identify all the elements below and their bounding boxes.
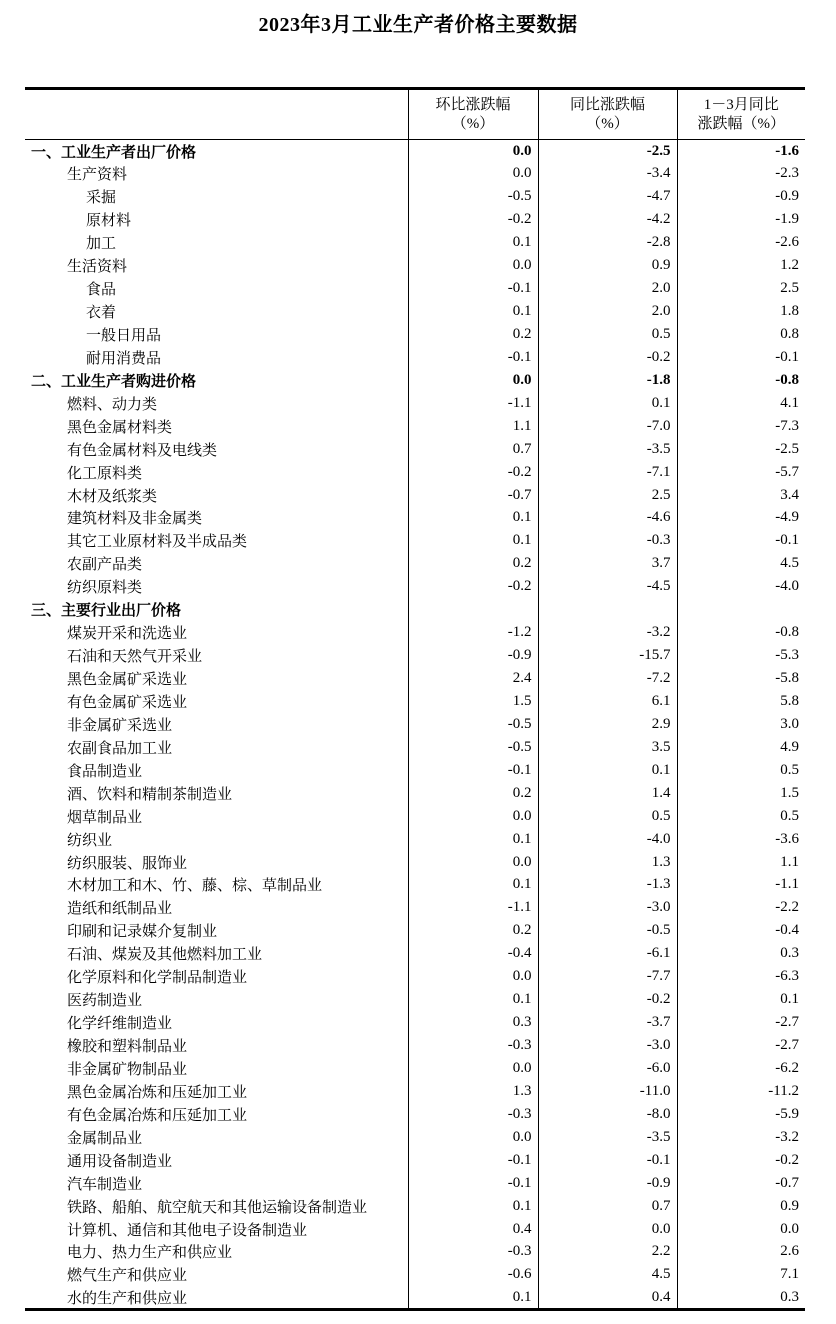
row-label: 水的生产和供应业 (67, 1290, 188, 1307)
header-ytd-line1: 1－3月同比 (703, 96, 779, 113)
table-row (25, 1241, 805, 1264)
row-value: -0.3 (408, 1034, 538, 1057)
row-value: 0.7 (408, 438, 538, 461)
row-label: 纺织业 (67, 832, 113, 849)
row-label: 煤炭开采和洗选业 (67, 626, 188, 643)
row-label: 石油和天然气开采业 (67, 649, 203, 666)
row-label: 印刷和记录媒介复制业 (67, 924, 218, 941)
table-row (25, 621, 805, 644)
row-value: -2.5 (677, 438, 805, 461)
table-row (25, 140, 805, 163)
row-value: -1.3 (538, 874, 677, 897)
row-value: 2.5 (677, 277, 805, 300)
row-label: 黑色金属材料类 (67, 419, 173, 436)
table-row (25, 438, 805, 461)
row-value: -0.2 (538, 346, 677, 369)
row-value: -3.5 (538, 1126, 677, 1149)
table-row (25, 942, 805, 965)
row-value: -0.9 (677, 185, 805, 208)
row-value: 0.0 (538, 1218, 677, 1241)
row-value: -7.7 (538, 965, 677, 988)
row-value: 1.2 (677, 254, 805, 277)
row-label: 木材加工和木、竹、藤、棕、草制品业 (67, 878, 323, 895)
row-value: -6.1 (538, 942, 677, 965)
row-value: -0.3 (538, 529, 677, 552)
row-value: 0.5 (677, 805, 805, 828)
row-value: -3.5 (538, 438, 677, 461)
table-body (25, 140, 805, 1310)
row-value: -0.5 (408, 713, 538, 736)
row-value: -4.2 (538, 208, 677, 231)
table-row (25, 828, 805, 851)
row-value: 2.4 (408, 667, 538, 690)
table-row (25, 323, 805, 346)
row-label: 建筑材料及非金属类 (67, 511, 203, 528)
table-row (25, 919, 805, 942)
row-value: -1.9 (677, 208, 805, 231)
row-value: 0.3 (408, 1011, 538, 1034)
row-value: 0.1 (408, 231, 538, 254)
row-value: -0.5 (408, 736, 538, 759)
row-value: -3.0 (538, 896, 677, 919)
table-row (25, 759, 805, 782)
row-label: 其它工业原材料及半成品类 (67, 534, 248, 551)
row-value: -0.9 (408, 644, 538, 667)
table-row (25, 346, 805, 369)
row-value: -4.6 (538, 507, 677, 530)
row-label: 化学纤维制造业 (67, 1016, 173, 1033)
row-value: 3.4 (677, 484, 805, 507)
row-value: 0.1 (538, 759, 677, 782)
row-label: 铁路、船舶、航空航天和其他运输设备制造业 (67, 1199, 368, 1216)
row-label: 纺织服装、服饰业 (67, 855, 188, 872)
row-value: 0.1 (408, 1286, 538, 1309)
row-label: 有色金属材料及电线类 (67, 442, 218, 459)
row-value: 0.0 (408, 965, 538, 988)
row-value: 0.0 (408, 140, 538, 163)
row-label: 生产资料 (67, 167, 128, 184)
table-row (25, 713, 805, 736)
row-value: 0.4 (408, 1218, 538, 1241)
table-row (25, 529, 805, 552)
row-value: 0.1 (408, 874, 538, 897)
table-row (25, 644, 805, 667)
row-value: -1.1 (677, 874, 805, 897)
row-value: 0.4 (538, 1286, 677, 1309)
table-row (25, 782, 805, 805)
row-value: 1.8 (677, 300, 805, 323)
table-row (25, 805, 805, 828)
row-value: -11.0 (538, 1080, 677, 1103)
row-value: -2.7 (677, 1034, 805, 1057)
row-value: -2.8 (538, 231, 677, 254)
row-value: 0.1 (408, 988, 538, 1011)
row-value: 0.1 (677, 988, 805, 1011)
row-value: 0.9 (538, 254, 677, 277)
row-label: 汽车制造业 (67, 1176, 143, 1193)
row-value: -0.2 (408, 208, 538, 231)
row-label: 农副产品类 (67, 557, 143, 574)
row-value: 0.0 (408, 162, 538, 185)
table-row (25, 507, 805, 530)
row-value: -4.9 (677, 507, 805, 530)
row-value: 2.5 (538, 484, 677, 507)
row-label: 化学原料和化学制品制造业 (67, 970, 248, 987)
row-value: -1.2 (408, 621, 538, 644)
table-row (25, 369, 805, 392)
row-value: 0.1 (408, 828, 538, 851)
row-value: -4.5 (538, 575, 677, 598)
row-value: -7.3 (677, 415, 805, 438)
header-yoy-change (538, 89, 677, 140)
table-row (25, 1149, 805, 1172)
row-value: -0.4 (408, 942, 538, 965)
row-label: 烟草制品业 (67, 809, 143, 826)
row-label: 通用设备制造业 (67, 1153, 173, 1170)
header-yoy-line1: 同比涨跌幅 (569, 96, 645, 113)
row-value: -3.2 (677, 1126, 805, 1149)
row-value: -0.5 (408, 185, 538, 208)
row-value: -1.1 (408, 896, 538, 919)
table-row (25, 1057, 805, 1080)
table-row (25, 392, 805, 415)
row-value: 3.0 (677, 713, 805, 736)
row-value: -3.6 (677, 828, 805, 851)
row-label: 一般日用品 (86, 327, 162, 344)
row-label: 黑色金属冶炼和压延加工业 (67, 1084, 248, 1101)
row-value: -5.3 (677, 644, 805, 667)
table-row (25, 231, 805, 254)
row-value: -15.7 (538, 644, 677, 667)
row-value: 1.5 (408, 690, 538, 713)
row-value: 0.5 (538, 805, 677, 828)
table-row (25, 690, 805, 713)
table-row (25, 1034, 805, 1057)
header-mom-line2: （%） (451, 115, 495, 132)
row-label: 电力、热力生产和供应业 (67, 1245, 233, 1262)
row-value: -3.0 (538, 1034, 677, 1057)
header-ytd-change (677, 89, 805, 140)
row-label: 农副食品加工业 (67, 740, 173, 757)
row-value: -2.2 (677, 896, 805, 919)
table-row (25, 162, 805, 185)
row-value: 0.8 (677, 323, 805, 346)
row-value: 4.5 (677, 552, 805, 575)
row-value: -0.1 (408, 1172, 538, 1195)
row-value: 0.7 (538, 1195, 677, 1218)
row-value: 1.3 (408, 1080, 538, 1103)
row-value: 1.1 (408, 415, 538, 438)
row-label: 三、主要行业出厂价格 (31, 603, 182, 620)
row-value: -5.9 (677, 1103, 805, 1126)
row-value: -0.2 (408, 461, 538, 484)
row-value: 0.1 (408, 1195, 538, 1218)
row-value: 2.0 (538, 277, 677, 300)
row-value: -0.3 (408, 1241, 538, 1264)
row-value: -0.2 (408, 575, 538, 598)
row-value: 0.2 (408, 782, 538, 805)
row-value: -1.8 (538, 369, 677, 392)
row-value (538, 598, 677, 621)
row-value: -0.8 (677, 369, 805, 392)
row-value: 0.5 (538, 323, 677, 346)
row-label: 有色金属冶炼和压延加工业 (67, 1107, 248, 1124)
row-value: -3.2 (538, 621, 677, 644)
row-value: -2.5 (538, 140, 677, 163)
row-value: -5.7 (677, 461, 805, 484)
table-row (25, 988, 805, 1011)
table-row (25, 965, 805, 988)
row-value: -0.9 (538, 1172, 677, 1195)
row-value: -1.6 (677, 140, 805, 163)
row-label: 原材料 (86, 213, 132, 230)
row-value: -4.0 (538, 828, 677, 851)
row-value: -2.7 (677, 1011, 805, 1034)
table-row (25, 415, 805, 438)
row-value: 2.2 (538, 1241, 677, 1264)
row-value: -0.1 (538, 1149, 677, 1172)
table-row (25, 874, 805, 897)
row-value: 0.2 (408, 552, 538, 575)
table-row (25, 896, 805, 919)
header-mom-line1: 环比涨跌幅 (435, 96, 511, 113)
row-label: 有色金属矿采选业 (67, 694, 188, 711)
row-label: 纺织原料类 (67, 580, 143, 597)
table-row (25, 1080, 805, 1103)
row-label: 非金属矿物制品业 (67, 1061, 188, 1078)
row-label: 非金属矿采选业 (67, 717, 173, 734)
row-value: -2.6 (677, 231, 805, 254)
row-value: 0.0 (408, 805, 538, 828)
row-label: 食品 (86, 282, 117, 299)
table-row (25, 277, 805, 300)
row-value: 7.1 (677, 1263, 805, 1286)
row-value: 0.0 (408, 1057, 538, 1080)
row-value: 3.7 (538, 552, 677, 575)
row-value: 1.1 (677, 851, 805, 874)
table-row (25, 1126, 805, 1149)
row-label: 食品制造业 (67, 763, 143, 780)
row-label: 化工原料类 (67, 465, 143, 482)
row-value: 0.1 (408, 507, 538, 530)
table-row (25, 1011, 805, 1034)
table-row (25, 1172, 805, 1195)
row-value: 6.1 (538, 690, 677, 713)
table-header-row (25, 89, 805, 140)
row-value: 1.3 (538, 851, 677, 874)
row-value: -0.7 (408, 484, 538, 507)
row-label: 木材及纸浆类 (67, 488, 158, 505)
table-row (25, 254, 805, 277)
row-value: 0.0 (408, 851, 538, 874)
header-yoy-line2: （%） (586, 115, 629, 132)
table-row (25, 1263, 805, 1286)
row-value: 0.0 (408, 369, 538, 392)
row-value: 0.1 (538, 392, 677, 415)
row-value: 0.0 (408, 1126, 538, 1149)
row-value: -3.4 (538, 162, 677, 185)
row-label: 石油、煤炭及其他燃料加工业 (67, 947, 263, 964)
row-value: -6.0 (538, 1057, 677, 1080)
row-value: 0.3 (677, 1286, 805, 1309)
table-row (25, 598, 805, 621)
row-value (408, 598, 538, 621)
row-value: -4.0 (677, 575, 805, 598)
row-label: 计算机、通信和其他电子设备制造业 (67, 1222, 308, 1239)
row-value: -0.5 (538, 919, 677, 942)
table-row (25, 185, 805, 208)
row-value: -7.1 (538, 461, 677, 484)
row-value: 2.0 (538, 300, 677, 323)
row-label: 医药制造业 (67, 993, 143, 1010)
row-value: -4.7 (538, 185, 677, 208)
row-label: 一、工业生产者出厂价格 (31, 144, 197, 161)
row-value: 0.0 (408, 254, 538, 277)
row-value: 5.8 (677, 690, 805, 713)
row-value: -6.2 (677, 1057, 805, 1080)
table-row (25, 484, 805, 507)
row-value: 4.1 (677, 392, 805, 415)
row-value: -3.7 (538, 1011, 677, 1034)
row-label: 采掘 (86, 190, 117, 207)
header-mom-change (408, 89, 538, 140)
table-row (25, 1286, 805, 1309)
row-value: -7.2 (538, 667, 677, 690)
row-label: 燃气生产和供应业 (67, 1268, 188, 1285)
row-value (677, 598, 805, 621)
row-value: -0.3 (408, 1103, 538, 1126)
row-label: 衣着 (86, 305, 117, 322)
table-row (25, 552, 805, 575)
row-value: -11.2 (677, 1080, 805, 1103)
row-value: -0.7 (677, 1172, 805, 1195)
row-value: 3.5 (538, 736, 677, 759)
row-value: -0.1 (408, 277, 538, 300)
row-value: -0.2 (677, 1149, 805, 1172)
row-label: 耐用消费品 (86, 350, 162, 367)
row-value: 1.5 (677, 782, 805, 805)
row-value: 4.5 (538, 1263, 677, 1286)
row-value: 0.2 (408, 919, 538, 942)
row-value: -0.4 (677, 919, 805, 942)
row-value: -5.8 (677, 667, 805, 690)
table-row (25, 1218, 805, 1241)
row-value: 0.0 (677, 1218, 805, 1241)
row-value: 0.9 (677, 1195, 805, 1218)
row-value: -0.1 (408, 1149, 538, 1172)
row-value: 0.2 (408, 323, 538, 346)
table-row (25, 667, 805, 690)
row-value: -0.1 (677, 529, 805, 552)
table-header (25, 89, 805, 140)
row-value: -2.3 (677, 162, 805, 185)
table-row (25, 1195, 805, 1218)
row-value: -6.3 (677, 965, 805, 988)
table-row (25, 1103, 805, 1126)
row-label: 造纸和纸制品业 (67, 901, 173, 918)
row-value: -0.1 (408, 346, 538, 369)
row-label: 二、工业生产者购进价格 (31, 373, 197, 390)
table-row (25, 208, 805, 231)
row-value: 2.6 (677, 1241, 805, 1264)
header-ytd-line2: 涨跌幅（%） (697, 115, 785, 132)
row-label: 酒、饮料和精制茶制造业 (67, 786, 233, 803)
row-value: -0.1 (677, 346, 805, 369)
row-value: -0.1 (408, 759, 538, 782)
row-value: 2.9 (538, 713, 677, 736)
row-value: -0.2 (538, 988, 677, 1011)
row-value: -0.6 (408, 1263, 538, 1286)
row-value: 1.4 (538, 782, 677, 805)
row-value: 0.5 (677, 759, 805, 782)
table-row (25, 851, 805, 874)
row-value: 0.3 (677, 942, 805, 965)
row-value: -8.0 (538, 1103, 677, 1126)
header-category-blank (25, 89, 408, 140)
row-label: 金属制品业 (67, 1130, 143, 1147)
row-value: -7.0 (538, 415, 677, 438)
table-row (25, 575, 805, 598)
row-value: 4.9 (677, 736, 805, 759)
row-value: -0.8 (677, 621, 805, 644)
table-row (25, 461, 805, 484)
row-label: 加工 (86, 236, 117, 253)
table-row (25, 300, 805, 323)
page-title: 2023年3月工业生产者价格主要数据 (258, 14, 578, 36)
row-label: 生活资料 (67, 259, 128, 276)
row-value: 0.1 (408, 300, 538, 323)
row-value: 0.1 (408, 529, 538, 552)
price-data-table (25, 87, 805, 1311)
table-row (25, 736, 805, 759)
row-label: 燃料、动力类 (67, 396, 158, 413)
row-label: 橡胶和塑料制品业 (67, 1039, 188, 1056)
row-value: -1.1 (408, 392, 538, 415)
row-label: 黑色金属矿采选业 (67, 672, 188, 689)
